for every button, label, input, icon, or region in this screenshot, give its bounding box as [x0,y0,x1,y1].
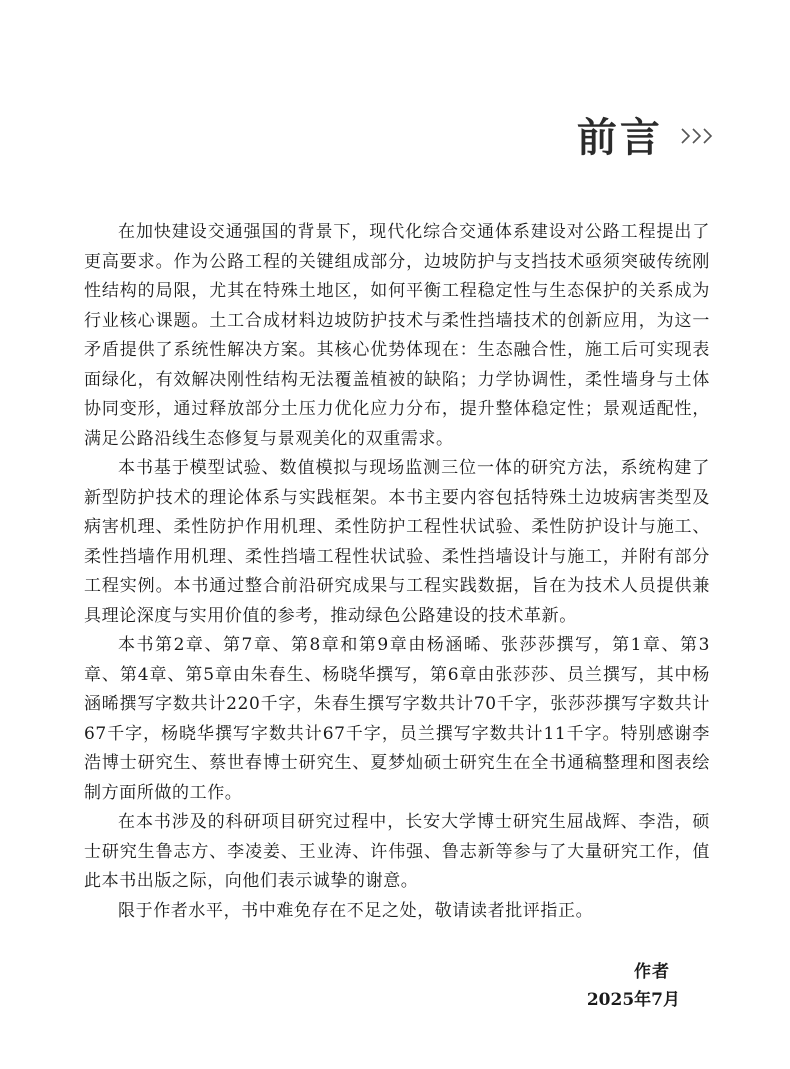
signature-author: 作者 [634,962,670,982]
preface-body [84,218,710,926]
signature-date: 2025年7月 [586,990,680,1010]
preface-heading [0,106,716,163]
paragraph-2: 本书基于模型试验、数值模拟与现场监测三位一体的研究方法，系统构建了新型防护技术的理论体系与实践框架。本书主要内容包括特殊土边坡病害类型及病害机理、柔性防护作用机理、柔性防护工程性状试验、柔性防护设计与施工、柔性挡墙作用机理、柔性挡墙工程性状试验、柔性挡墙设计与施工，并附有部分工程实例。本书通过整合前沿研究成果与工程实践数据，旨在为技术人员提供兼具理论深度与实用价值的参考，推动绿色公路建设的技术革新。 [84,458,710,626]
paragraph-4: 在本书涉及的科研项目研究过程中，长安大学博士研究生屈战辉、李浩，硕士研究生鲁志方、李凌姜、王业涛、许伟强、鲁志新等参与了大量研究工作，值此本书出版之际，向他们表示诚挚的谢意。 [84,812,710,891]
signature-block [560,958,680,1014]
triple-chevron-right-icon [680,126,716,150]
paragraph-3: 本书第2章、第7章、第8章和第9章由杨涵晞、张莎莎撰写，第1章、第3章、第4章、第5章由朱春生、杨晓华撰写，第6章由张莎莎、员兰撰写，其中杨涵晞撰写字数共计220千字，朱春生撰写字数共计70千字，张莎莎撰写字数共计67千字，杨晓华撰写字数共计67千字，员兰撰写字数共计11千字。特别感谢李浩博士研究生、蔡世春博士研究生、夏梦灿硕士研究生在全书通稿整理和图表绘制方面所做的工作。 [84,635,710,803]
paragraph-1: 在加快建设交通强国的背景下，现代化综合交通体系建设对公路工程提出了更高要求。作为公路工程的关键组成部分，边坡防护与支挡技术亟须突破传统刚性结构的局限，尤其在特殊土地区，如何平衡工程稳定性与生态保护的关系成为行业核心课题。土工合成材料边坡防护技术与柔性挡墙技术的创新应用，为这一矛盾提供了系统性解决方案。其核心优势体现在：生态融合性，施工后可实现表面绿化，有效解决刚性结构无法覆盖植被的缺陷；力学协调性，柔性墙身与土体协同变形，通过释放部分土压力优化应力分布，提升整体稳定性；景观适配性，满足公路沿线生态修复与景观美化的双重需求。 [84,222,710,449]
page-title: 前言 [576,115,663,161]
paragraph-5: 限于作者水平，书中难免存在不足之处，敬请读者批评指正。 [118,900,594,921]
